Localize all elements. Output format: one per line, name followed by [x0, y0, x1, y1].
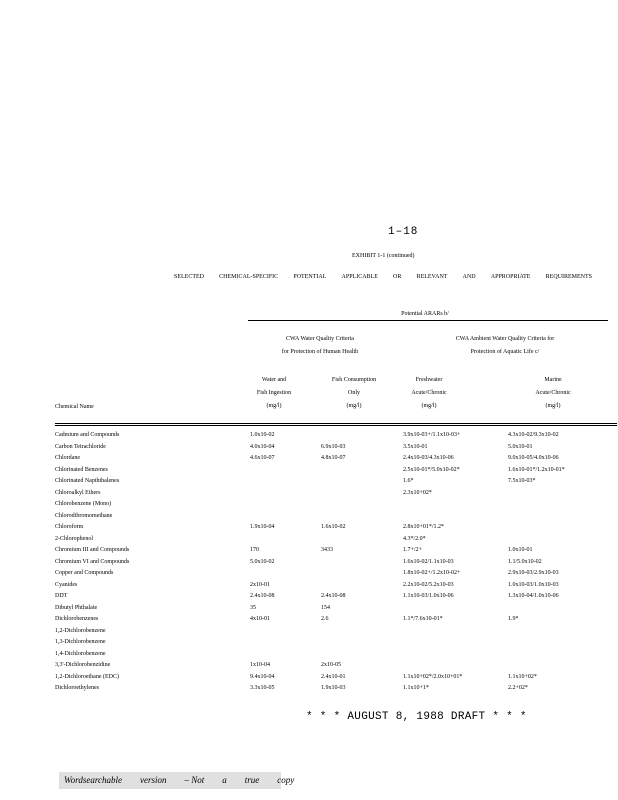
- table-row: [55, 501, 615, 513]
- table-row: [55, 444, 615, 456]
- water-fish-cell: 9.4x10-04: [250, 673, 275, 680]
- fish-only-cell: 1.6x10-02: [321, 524, 346, 530]
- freshwater-cell: 1.6x10-02/1.1x10-03: [403, 558, 454, 565]
- col-header-freshwater-3: (mg/l): [421, 403, 437, 409]
- chemical-name-cell: Chlorinated Napththalenes: [55, 478, 120, 484]
- al-group-header: [420, 336, 590, 356]
- freshwater-cell: 1.1x10-03/1.0x10-06: [403, 593, 454, 599]
- col-header-freshwater-1: Freshwater: [415, 377, 443, 383]
- subtitle-word: POTENTIAL: [293, 274, 327, 280]
- footer-text: [64, 775, 294, 785]
- chemical-name-cell: Cadmium and Compounds: [55, 432, 120, 438]
- exhibit-subtitle: [174, 274, 592, 281]
- fish-only-cell: 6.9x10-03: [321, 443, 346, 450]
- marine-cell: 2.2+02*: [508, 685, 528, 691]
- table-row: [55, 432, 615, 444]
- hh-group-line1: CWA Water Quality Criteria: [286, 336, 354, 342]
- table-row: [55, 582, 615, 594]
- col-header-chemical: Chemical Name: [55, 404, 94, 410]
- table-row: [55, 467, 615, 479]
- table-row: [55, 685, 615, 697]
- chemical-name-cell: DDT: [55, 593, 68, 599]
- freshwater-cell: 2.2x10-02/5.2x10-03: [403, 581, 454, 588]
- freshwater-cell: 1.8x10-02+/1.2x10-02+: [403, 570, 461, 576]
- chemical-name-cell: Dibutyl Phthalate: [55, 604, 98, 611]
- freshwater-cell: 1.7+/2+: [403, 547, 422, 553]
- subtitle-word: OR: [393, 274, 402, 280]
- col-header-marine-1: Marine: [544, 377, 562, 383]
- freshwater-cell: 3.5x10-01: [403, 443, 428, 450]
- chemical-name-cell: Copper and Compounds: [55, 570, 114, 576]
- table-row: [55, 536, 615, 548]
- chemical-name-cell: Dichloroethylenes: [55, 685, 99, 691]
- table-row: [55, 639, 615, 651]
- subtitle-word: CHEMICAL-SPECIFIC: [219, 274, 279, 280]
- footer-word: – Not: [184, 775, 205, 785]
- water-fish-cell: 5.0x10-02: [250, 558, 275, 565]
- chemical-name-cell: Cyanides: [55, 581, 78, 588]
- marine-cell: 1.9*: [508, 616, 519, 622]
- table-row: [55, 559, 615, 571]
- chemical-name-cell: Carbon Tetrachloride: [55, 443, 106, 450]
- footer-word: a: [222, 775, 227, 785]
- water-fish-cell: 170: [250, 547, 259, 553]
- table-row: [55, 490, 615, 502]
- fish-only-cell: 154: [321, 604, 330, 611]
- chemical-table: [55, 432, 615, 697]
- chemical-name-cell: 2-Chlorophenol: [55, 535, 93, 542]
- arars-header: Potential ARARs b/: [401, 311, 449, 317]
- chemical-name-cell: Chromium III and Compounds: [55, 547, 130, 553]
- marine-cell: 2.9x10-03/2.9x10-03: [508, 570, 559, 576]
- col-header-fish-only: [318, 377, 390, 410]
- freshwater-cell: 2.5x10-01*/5.0x10-02*: [403, 466, 460, 473]
- col-header-water-fish-3: (mg/l): [266, 403, 282, 409]
- chemical-name-cell: Chlordane: [55, 455, 80, 461]
- footer-word: version: [140, 775, 167, 785]
- marine-cell: 1.1x10+02*: [508, 673, 537, 680]
- water-fish-cell: 2.4x10-08: [250, 593, 275, 599]
- marine-cell: 1.3x10-04/1.0x10-06: [508, 593, 559, 599]
- freshwater-cell: 1.1x10+1*: [403, 685, 429, 691]
- col-header-fish-only-1: Fish Consumption: [331, 377, 377, 383]
- hh-group-header: [250, 336, 390, 356]
- fish-only-cell: 3433: [321, 547, 333, 553]
- water-fish-cell: 2x10-01: [250, 581, 270, 588]
- water-fish-cell: 35: [250, 604, 256, 611]
- chemical-name-cell: Chromium VI and Compounds: [55, 558, 130, 565]
- draft-notice: * * * AUGUST 8, 1988 DRAFT * * *: [306, 711, 527, 723]
- table-row: [55, 628, 615, 640]
- freshwater-cell: 1.1*/7.6x10-01*: [403, 616, 443, 622]
- table-row: [55, 605, 615, 617]
- header-rule-top: [248, 320, 608, 321]
- water-fish-cell: 1x10-04: [250, 662, 270, 668]
- table-row: [55, 593, 615, 605]
- col-header-marine: [522, 377, 584, 410]
- col-header-freshwater-2: Acute/Chronic: [411, 390, 447, 396]
- col-header-freshwater: [398, 377, 460, 410]
- subtitle-word: AND: [462, 274, 476, 280]
- chemical-name-cell: Chloroform: [55, 524, 84, 530]
- water-fish-cell: 1.9x10-04: [250, 524, 275, 530]
- chemical-name-cell: 3,3'-Dichlorobenzidine: [55, 662, 111, 668]
- freshwater-cell: 2.8x10+01*/1.2*: [403, 524, 445, 530]
- subtitle-word: APPROPRIATE: [490, 274, 531, 280]
- table-row: [55, 662, 615, 674]
- table-row: [55, 455, 615, 467]
- subtitle-word: APPLICABLE: [341, 274, 378, 280]
- footer-word: copy: [277, 775, 295, 785]
- table-row: [55, 513, 615, 525]
- table-row: [55, 570, 615, 582]
- al-group-line1: CWA Ambient Water Quality Criteria for: [455, 336, 555, 342]
- marine-cell: 7.5x10-03*: [508, 478, 536, 484]
- freshwater-cell: 2.3x10+02*: [403, 489, 432, 496]
- freshwater-cell: 1.6*: [403, 478, 414, 484]
- fish-only-cell: 4.8x10-07: [321, 455, 346, 461]
- chemical-name-cell: Dichlorobenzenes: [55, 616, 99, 622]
- header-rule-2: [55, 425, 617, 426]
- marine-cell: 4.3x10-02/9.3x10-02: [508, 432, 559, 438]
- col-header-marine-3: (mg/l): [545, 403, 561, 409]
- chemical-name-cell: 1,4-Dichlorobenzene: [55, 650, 106, 657]
- col-header-water-fish-2: Fish Ingestion: [256, 390, 292, 396]
- water-fish-cell: 3.3x10-05: [250, 685, 275, 691]
- fish-only-cell: 2x10-05: [321, 662, 341, 668]
- fish-only-cell: 2.6: [321, 616, 329, 622]
- marine-cell: 1.6x10-01*/1.2x10-01*: [508, 466, 565, 473]
- marine-cell: 5.0x10-01: [508, 443, 533, 450]
- chemical-name-cell: Chlorodibromomethane: [55, 512, 113, 519]
- chemical-name-cell: Chlorobenzene (Mono): [55, 501, 112, 507]
- freshwater-cell: 4.3*/2.0*: [403, 535, 426, 542]
- page-number: 1–18: [388, 226, 419, 238]
- exhibit-title: EXHIBIT 1-1 (continued): [352, 253, 415, 259]
- fish-only-cell: 1.9x10-03: [321, 685, 346, 691]
- footer-word: true: [244, 775, 260, 785]
- fish-only-cell: 2.4x10-01: [321, 673, 346, 680]
- subtitle-word: RELEVANT: [416, 274, 448, 280]
- col-header-water-fish-1: Water and: [261, 377, 287, 383]
- footer-word: Wordsearchable: [64, 775, 122, 785]
- al-group-line2: Protection of Aquatic Life c/: [470, 349, 540, 355]
- table-row: [55, 674, 615, 686]
- marine-cell: 1.0x10-01: [508, 547, 533, 553]
- chemical-name-cell: 1,3-Dichlorobenzene: [55, 639, 106, 645]
- table-row: [55, 651, 615, 663]
- water-fish-cell: 4.0x10-04: [250, 443, 275, 450]
- chemical-name-cell: 1,2-Dichloroethane (EDC): [55, 673, 119, 680]
- marine-cell: 1.0x10-03/1.0x10-03: [508, 581, 559, 588]
- col-header-marine-2: Acute/Chronic: [535, 390, 571, 396]
- hh-group-line2: for Protection of Human Health: [281, 349, 359, 355]
- table-row: [55, 547, 615, 559]
- col-header-water-fish: [244, 377, 304, 410]
- freshwater-cell: 1.1x10+02*/2.0x10+01*: [403, 673, 463, 680]
- table-row: [55, 616, 615, 628]
- marine-cell: 1.1/5.0x10-02: [508, 558, 542, 565]
- subtitle-word: REQUIREMENTS: [545, 274, 592, 280]
- table-row: [55, 524, 615, 536]
- water-fish-cell: 4.6x10-07: [250, 455, 275, 461]
- marine-cell: 9.0x10-05/4.0x10-06: [508, 455, 559, 461]
- col-header-fish-only-2: Only: [348, 390, 360, 396]
- water-fish-cell: 1.0x10-02: [250, 432, 275, 438]
- chemical-name-cell: 1,2-Dichlorobenzene: [55, 627, 106, 634]
- chemical-name-cell: Chloroalkyl Ethers: [55, 489, 101, 496]
- header-rule-1: [55, 423, 617, 424]
- table-row: [55, 478, 615, 490]
- col-header-fish-only-3: (mg/l): [346, 403, 362, 409]
- freshwater-cell: 3.9x10-03+/1.1x10-03+: [403, 432, 461, 438]
- fish-only-cell: 2.4x10-08: [321, 593, 346, 599]
- freshwater-cell: 2.4x10-03/4.3x10-06: [403, 455, 454, 461]
- subtitle-word: SELECTED: [174, 274, 204, 280]
- water-fish-cell: 4x10-01: [250, 616, 270, 622]
- chemical-name-cell: Chlorinated Benzenes: [55, 466, 108, 473]
